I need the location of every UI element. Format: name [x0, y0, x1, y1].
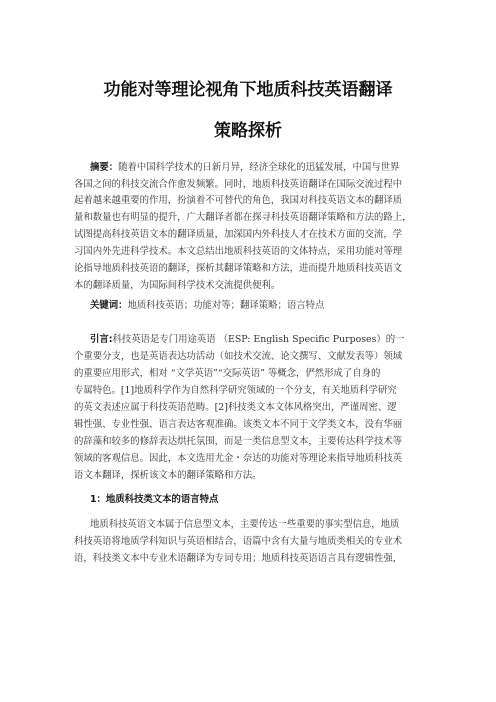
title-line-2: 策略探析 [214, 121, 282, 141]
abstract-line: 量和数量也有明显的提升，广大翻译者都在探寻科技英语翻译策略和方法的路上， [74, 212, 412, 223]
intro-line: 科技英语是专门用途英语 （ESP: English Specific Purposes）的一 [112, 334, 405, 345]
intro-line: 的英文表述应属于科技英语范畴。[2]科技类文本文体风格突出，严谨周密、逻 [74, 402, 397, 413]
intro-label: 引言: [90, 334, 113, 345]
intro-line: 个重要分支，也是英语表达功活动（如技术交流、论文撰写、文献发表等）领域 [74, 351, 403, 362]
abstract-paragraph-first-line [90, 162, 399, 174]
section-heading: 1：地质科技类文本的语言特点 [90, 494, 219, 505]
intro-paragraph-first-line [90, 334, 405, 346]
section-line: 语，科技类文本中专业术语翻译为专词专用；地质科技英语语言具有逻辑性强， [74, 553, 403, 564]
keywords-line [90, 300, 324, 312]
abstract-line: 各国之间的科技交流合作愈发频繁。同时，地质科技英语翻译在国际交流过程中 [74, 179, 403, 190]
intro-line: 语文本翻译，探析该文本的翻译策略和方法。 [74, 470, 262, 481]
abstract-label: 摘要： [90, 162, 119, 173]
title-line-1: 功能对等理论视角下地质科技英语翻译 [103, 80, 393, 100]
section-line: 地质科技英语文本属于信息型文本，主要传达一些重要的事实型信息，地质 [90, 519, 400, 530]
keywords-label: 关键词： [90, 300, 128, 311]
intro-line: 的重要应用形式，相对 “文学英语”“交际英语” 等概念，俨然形成了自身的 [74, 368, 381, 379]
abstract-line: 论指导地质科技英语的翻译，探析其翻译策略和方法，进而提升地质科技英语文 [74, 263, 403, 274]
intro-line: 辑性强、专业性强、语言表达客观准确。该类文本不同于文学类文本，没有华丽 [74, 419, 403, 430]
intro-line: 专属特色。[1]地质科学作为自然科学研究领域的一个分支，有关地质科学研究 [74, 385, 397, 396]
abstract-line: 起着越来越重要的作用，扮演着不可替代的角色，我国对科技英语文本的翻译质 [74, 195, 403, 206]
abstract-line: 试图提高科技英语文本的翻译质量，加深国内外科技人才在技术方面的交流，学 [74, 229, 403, 240]
intro-line: 领域的客观信息。因此，本文选用尤金・奈达的功能对等理论来指导地质科技英 [74, 453, 403, 464]
abstract-line: 本的翻译质量，为国际间科学技术交流提供便利。 [74, 280, 281, 291]
abstract-line: 习国内外先进科学技术。本文总结出地质科技英语的文体特点，采用功能对等理 [74, 246, 403, 257]
abstract-line: 随着中国科学技术的日新月异，经济全球化的迅猛发展，中国与世界 [118, 162, 400, 173]
section-line: 科技英语将地质学科知识与英语相结合，语篇中含有大量与地质类相关的专业术 [74, 536, 403, 547]
keywords-text: 地质科技英语；功能对等；翻译策略；语言特点 [127, 300, 325, 311]
intro-line: 的辞藻和较多的修辞表达烘托氛围，而是一类信息型文本，主要传达科学技术等 [74, 436, 403, 447]
